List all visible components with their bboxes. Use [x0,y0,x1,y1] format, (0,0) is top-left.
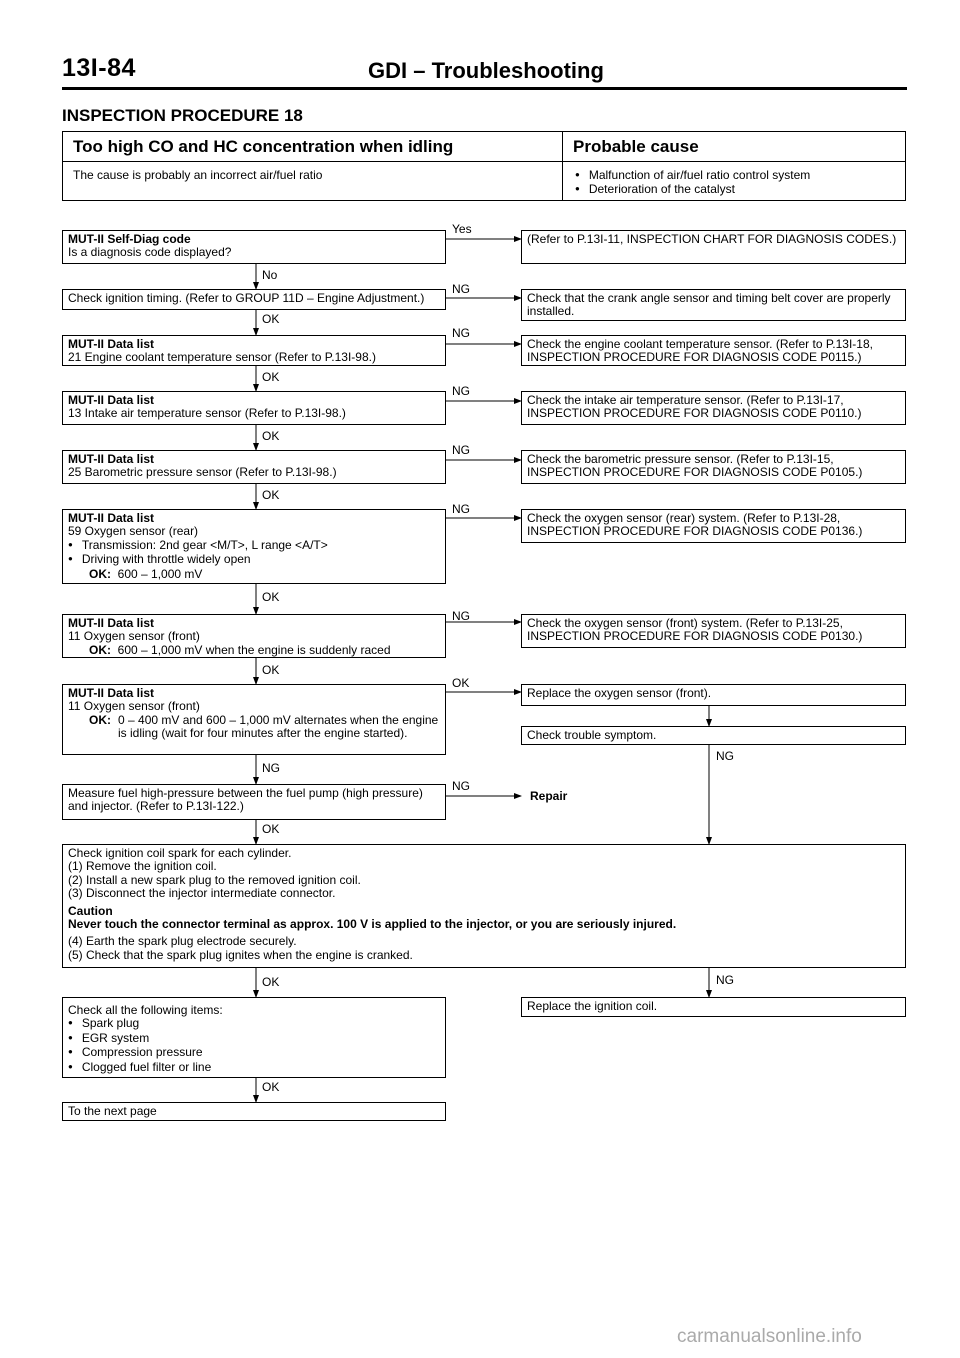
step-next-page: To the next page [62,1102,446,1121]
step-oxygen-front-raced [62,614,446,658]
step-coolant-temp [62,335,446,366]
ng-label: NG [452,384,470,398]
step-title: MUT-II Data list [68,616,155,630]
caution-text: Never touch the connector terminal as approx. 100 V is applied to the injector, or you are seriously injured. [68,917,677,932]
step-ignition-coil-spark [62,844,906,968]
procedure-item: (4) Earth the spark plug electrode securely. [68,934,297,949]
ok-label: OK [452,676,470,690]
ng-label: NG [452,282,470,296]
ok-label: OK [262,429,280,443]
ng-label: NG [452,502,470,516]
step-text: 11 Oxygen sensor (front) [68,629,200,644]
result-replace-oxygen-front: Replace the oxygen sensor (front). [521,684,906,706]
step-oxygen-rear [62,509,446,584]
procedure-title: INSPECTION PROCEDURE 18 [62,106,303,125]
step-text: 59 Oxygen sensor (rear) [68,524,199,539]
step-title: MUT-II Self-Diag code [68,232,191,246]
ok-label: OK [262,488,280,502]
check-item: ● EGR system [68,1032,440,1046]
ok-criterion-label: OK: [89,642,111,657]
cause-header: Probable cause [573,137,699,156]
result-coolant-sensor: Check the engine coolant temperature sensor. (Refer to P.13I-18, INSPECTION PROCEDURE FOR DIAGNOSIS CODE P0115.) [521,335,906,366]
step-ignition-timing: Check ignition timing. (Refer to GROUP 11D – Engine Adjustment.) [62,289,446,310]
ng-label: NG [716,749,734,763]
ok-label: OK [262,822,280,836]
page-title: GDI – Troubleshooting [368,58,604,83]
step-title: MUT-II Data list [68,686,155,700]
caution-title: Caution [68,903,113,918]
ng-label: NG [716,973,734,987]
ng-label: NG [452,609,470,623]
watermark: carmanualsonline.info [677,1326,862,1347]
condition-item: ● Driving with throttle widely open [68,552,251,566]
step-text: 13 Intake air temperature sensor (Refer to P.13I-98.) [68,406,346,421]
result-oxygen-rear: Check the oxygen sensor (rear) system. (Refer to P.13I-28, INSPECTION PROCEDURE FOR DIAGNOSIS CODE P0136.) [521,509,906,543]
ok-criterion: 600 – 1,000 mV [117,566,203,581]
result-barometric-sensor: Check the barometric pressure sensor. (Refer to P.13I-15, INSPECTION PROCEDURE FOR DIAGNOSIS CODE P0105.) [521,450,906,484]
ng-label: NG [452,779,470,793]
check-item: ● Compression pressure [68,1046,440,1060]
cause-item: ● Deterioration of the catalyst [575,182,735,198]
step-check-items [62,997,446,1078]
procedure-item: (3) Disconnect the injector intermediate connector. [68,886,336,901]
procedure-item: (2) Install a new spark plug to the removed ignition coil. [68,872,361,887]
ok-criterion-label: OK: [89,712,111,727]
ok-label: OK [262,312,280,326]
step-self-diag [62,230,446,264]
result-oxygen-front: Check the oxygen sensor (front) system. (Refer to P.13I-25, INSPECTION PROCEDURE FOR DIAGNOSIS CODE P0130.) [521,614,906,648]
page-number: 13I-84 [62,54,136,82]
ng-label: NG [452,326,470,340]
step-title: MUT-II Data list [68,393,155,407]
symptom-text: The cause is probably an incorrect air/fuel ratio [73,168,323,182]
step-barometric [62,450,446,484]
ok-label: OK [262,975,280,989]
ok-label: OK [262,590,280,604]
ng-label: NG [452,443,470,457]
step-intake-air-temp [62,391,446,425]
result-refer-diag-chart: (Refer to P.13I-11, INSPECTION CHART FOR DIAGNOSIS CODES.) [521,230,906,264]
condition-item: ● Transmission: 2nd gear <M/T>, L range <A/T> [68,538,328,552]
ok-label: OK [262,370,280,384]
step-title: MUT-II Data list [68,337,155,351]
ok-label: OK [262,1080,280,1094]
result-check-symptom: Check trouble symptom. [521,726,906,745]
result-crank-sensor: Check that the crank angle sensor and timing belt cover are properly installed. [521,289,906,321]
result-replace-ignition-coil: Replace the ignition coil. [521,997,906,1017]
ok-criterion: 600 – 1,000 mV when the engine is suddenly raced [117,642,391,657]
cause-item: ● Malfunction of air/fuel ratio control system [575,168,810,184]
ok-criterion-label: OK: [89,566,111,581]
procedure-item: (5) Check that the spark plug ignites when the engine is cranked. [68,947,413,962]
step-text: Check ignition coil spark for each cylinder. [68,846,292,860]
yes-label: Yes [452,222,472,236]
result-repair: Repair [530,789,568,803]
step-text: Check all the following items: [68,1003,223,1017]
step-text: 11 Oxygen sensor (front) [68,699,200,714]
step-oxygen-front-idle [62,684,446,755]
symptom-header: Too high CO and HC concentration when idling [73,137,454,156]
result-intake-air-sensor: Check the intake air temperature sensor. (Refer to P.13I-17, INSPECTION PROCEDURE FOR DIAGNOSIS CODE P0110.) [521,391,906,425]
ok-label: OK [262,663,280,677]
ng-label: NG [262,761,280,775]
step-text: 25 Barometric pressure sensor (Refer to P.13I-98.) [68,465,337,480]
step-text: 21 Engine coolant temperature sensor (Refer to P.13I-98.) [68,350,376,365]
no-label: No [262,268,278,282]
step-text: Is a diagnosis code displayed? [68,245,232,260]
ok-criterion: 0 – 400 mV and 600 – 1,000 mV alternates when the engine is idling (wait for four minutes after the engine started). [118,712,439,741]
check-item: ● Clogged fuel filter or line [68,1061,440,1075]
check-item: ● Spark plug [68,1017,440,1031]
step-title: MUT-II Data list [68,511,155,525]
step-fuel-pressure: Measure fuel high-pressure between the fuel pump (high pressure) and injector. (Refer to P.13I-122.) [62,784,446,820]
step-title: MUT-II Data list [68,452,155,466]
procedure-item: (1) Remove the ignition coil. [68,859,217,874]
